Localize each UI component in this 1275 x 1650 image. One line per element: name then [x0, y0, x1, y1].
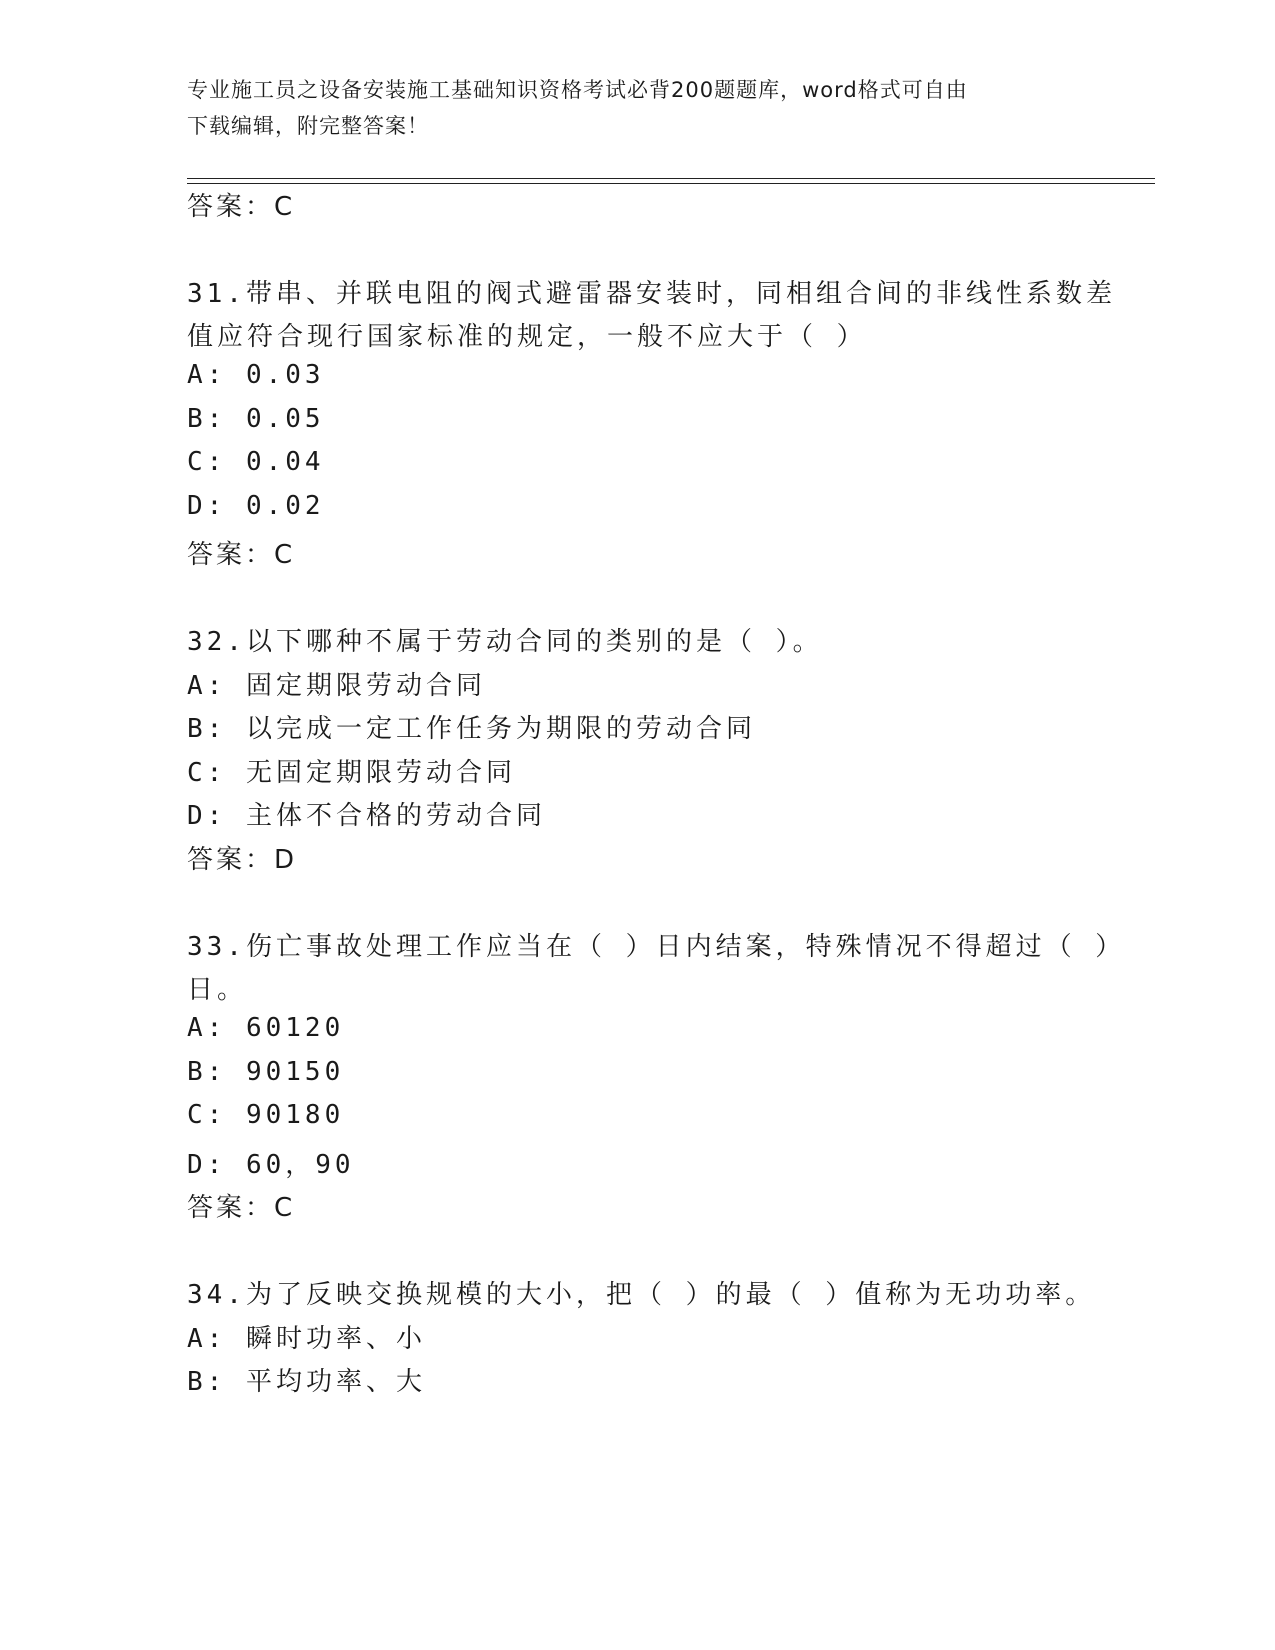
question-31-option-c: C: 0.04 [187, 447, 325, 477]
question-33-stem-line-2: 日。 [187, 975, 248, 1005]
question-32-option-b: B: 以完成一定工作任务为期限的劳动合同 [187, 714, 756, 744]
question-34-option-a: A: 瞬时功率、小 [187, 1324, 426, 1354]
question-31-stem-line-2: 值应符合现行国家标准的规定，一般不应大于（ ） [187, 322, 867, 352]
question-33-stem-line-1: 33.伤亡事故处理工作应当在（ ）日内结案，特殊情况不得超过（ ） [187, 932, 1126, 962]
question-33-option-d: D: 60，90 [187, 1150, 355, 1180]
question-31-option-d: D: 0.02 [187, 491, 325, 521]
header-line-2: 下载编辑，附完整答案！ [187, 114, 429, 138]
answer-32: 答案：D [187, 845, 298, 875]
question-33-option-a: A: 60120 [187, 1013, 345, 1043]
header-line-1: 专业施工员之设备安装施工基础知识资格考试必背200题题库，word格式可自由 [187, 78, 968, 102]
question-31-option-a: A: 0.03 [187, 360, 325, 390]
question-34-stem-line-1: 34.为了反映交换规模的大小，把（ ）的最（ ）值称为无功功率。 [187, 1280, 1096, 1310]
question-31-option-b: B: 0.05 [187, 404, 325, 434]
question-31-stem-line-1: 31.带串、并联电阻的阀式避雷器安装时，同相组合间的非线性系数差 [187, 279, 1116, 309]
header-rule-top [187, 178, 1155, 179]
question-33-option-b: B: 90150 [187, 1057, 345, 1087]
document-header [187, 72, 1087, 144]
question-33-option-c: C: 90180 [187, 1100, 345, 1130]
question-32-option-a: A: 固定期限劳动合同 [187, 671, 486, 701]
answer-33: 答案：C [187, 1193, 296, 1223]
answer-31: 答案：C [187, 540, 296, 570]
answer-30: 答案：C [187, 192, 296, 222]
question-32-option-d: D: 主体不合格的劳动合同 [187, 801, 546, 831]
question-32-option-c: C: 无固定期限劳动合同 [187, 758, 516, 788]
question-32-stem-line-1: 32.以下哪种不属于劳动合同的类别的是（ ）。 [187, 627, 823, 657]
header-rule-bottom [187, 183, 1155, 184]
question-34-option-b: B: 平均功率、大 [187, 1367, 426, 1397]
